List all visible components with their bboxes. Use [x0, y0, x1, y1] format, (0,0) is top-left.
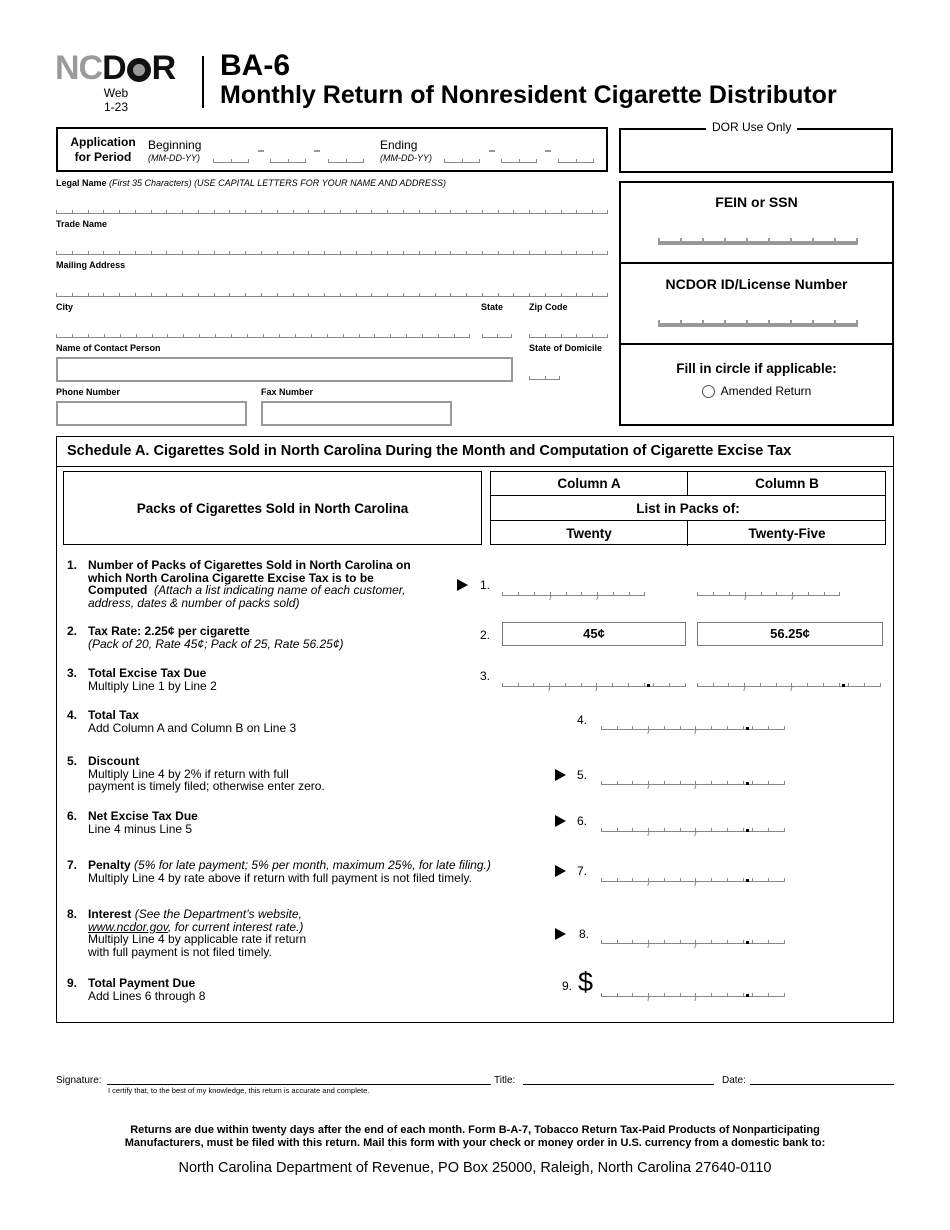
license-label: NCDOR ID/License Number — [665, 276, 848, 292]
period-label: Application for Period — [70, 135, 136, 164]
trade-name-field[interactable] — [56, 249, 608, 255]
title-field[interactable] — [523, 1084, 714, 1085]
line-5-field[interactable] — [601, 779, 785, 785]
fax-field[interactable] — [261, 401, 452, 426]
date-dash — [545, 150, 551, 152]
date-label: Date: — [722, 1075, 746, 1086]
certification-text: I certify that, to the best of my knowledge, this return is accurate and complete. — [108, 1086, 370, 1095]
line-8-field[interactable] — [601, 938, 785, 944]
date-dash — [489, 150, 495, 152]
state-of-domicile-field[interactable] — [529, 374, 560, 380]
dor-use-only-box — [619, 128, 893, 173]
form-number: BA-6 — [220, 49, 291, 82]
line-2-ref: 2. — [480, 628, 491, 642]
contact-person-field[interactable] — [56, 357, 513, 382]
fax-label: Fax Number — [261, 387, 314, 397]
fein-section — [621, 183, 892, 264]
date-dash — [314, 150, 320, 152]
line-1-column-a-field[interactable] — [502, 590, 645, 596]
header-divider — [202, 56, 204, 108]
line-3-ref: 3. — [480, 669, 491, 683]
line-9-ref: 9. — [562, 979, 573, 993]
date-dash — [258, 150, 264, 152]
column-a-header: Column A — [557, 476, 621, 491]
ncdor-logo: NCD R — [55, 49, 176, 87]
ending-year-field[interactable] — [558, 157, 594, 163]
list-in-packs-header: List in Packs of: — [636, 501, 740, 516]
date-field[interactable] — [750, 1084, 894, 1085]
state-of-domicile-label: State of Domicile — [529, 343, 603, 353]
arrow-icon — [555, 928, 566, 940]
title-label: Title: — [494, 1075, 516, 1086]
twenty-header: Twenty — [566, 526, 612, 541]
packs-header: Packs of Cigarettes Sold in North Carolina — [63, 471, 482, 545]
state-label: State — [481, 302, 504, 312]
amended-return-radio[interactable] — [702, 385, 715, 398]
id-panel — [619, 181, 894, 426]
line-7-field[interactable] — [601, 876, 785, 882]
twenty-five-header: Twenty-Five — [748, 526, 826, 541]
signature-field[interactable] — [107, 1084, 491, 1085]
city-field[interactable] — [56, 332, 470, 338]
phone-label: Phone Number — [56, 387, 121, 397]
fein-label: FEIN or SSN — [715, 194, 798, 210]
form-title: Monthly Return of Nonresident Cigarette Distributor — [220, 81, 837, 109]
beginning-label: Beginning (MM-DD-YY) — [148, 138, 202, 163]
beginning-month-field[interactable] — [213, 157, 249, 163]
legal-name-label: Legal Name (First 35 Characters) (USE CAPITAL LETTERS FOR YOUR NAME AND ADDRESS) — [56, 178, 446, 188]
dor-use-only-label: DOR Use Only — [706, 120, 797, 134]
legal-name-field[interactable] — [56, 208, 608, 214]
beginning-day-field[interactable] — [270, 157, 306, 163]
arrow-icon — [555, 769, 566, 781]
arrow-icon — [555, 815, 566, 827]
mailing-address-field[interactable] — [56, 291, 608, 297]
ending-month-field[interactable] — [444, 157, 480, 163]
line-1-ref: 1. — [480, 578, 491, 592]
license-number-field[interactable] — [658, 323, 858, 327]
column-header-grid — [490, 471, 886, 545]
license-section — [621, 264, 892, 345]
phone-field[interactable] — [56, 401, 247, 426]
arrow-icon — [457, 579, 468, 591]
line-8-ref: 8. — [579, 927, 590, 941]
zip-field[interactable] — [529, 332, 608, 338]
line-7-ref: 7. — [577, 864, 588, 878]
logo-o-icon — [127, 58, 151, 82]
zip-label: Zip Code — [529, 302, 568, 312]
ending-label: Ending (MM-DD-YY) — [380, 138, 432, 163]
ncdor-website-link[interactable]: www.ncdor.gov — [88, 919, 169, 934]
line-6-ref: 6. — [577, 814, 588, 828]
fill-circle-label: Fill in circle if applicable: — [676, 361, 837, 376]
line-4-ref: 4. — [577, 713, 588, 727]
dollar-sign-icon: $ — [578, 967, 594, 997]
state-field[interactable] — [482, 332, 512, 338]
beginning-year-field[interactable] — [328, 157, 364, 163]
ending-day-field[interactable] — [501, 157, 537, 163]
signature-label: Signature: — [56, 1075, 102, 1086]
mailing-address-label: Mailing Address — [56, 260, 126, 270]
contact-person-label: Name of Contact Person — [56, 343, 161, 353]
trade-name-label: Trade Name — [56, 219, 108, 229]
arrow-icon — [555, 865, 566, 877]
amended-section — [621, 345, 892, 426]
form-version: Web 1-23 — [103, 86, 129, 114]
line-5-ref: 5. — [577, 768, 588, 782]
line-4-field[interactable] — [601, 724, 785, 730]
line-9-total-field[interactable] — [601, 991, 785, 997]
filing-instructions: Returns are due within twenty days after the end of each month. Form B-A-7, Tobacco Return Tax-Paid Products of Nonparticipating Manufacturers, must be filed with this return. Mail this form with your check or money order in U.S. currency from a domestic bank to: — [124, 1124, 826, 1149]
schedule-a: Schedule A. Cigarettes Sold in North Carolina During the Month and Computation of Cigarette Excise Tax Packs of Cigarettes Sold in North Carolina Column A Column B List in Packs of: Twenty Twenty-Five 1. Number of Packs of Cigarettes Sold in North Carolina on which North Carolina Cigarette Excise Tax is to be Computed (Attach a list indicating name of each customer, address, dates & number of packs sold) 1. 2. Tax Rate: 2.25¢ per cigarette (Pack of 20, Rate 45¢; Pack of 25, Rate 56.25¢) 2. 45¢ 56.25¢ 3. Total Excise Tax Due Multiply Line 1 by Line 2 3. 4. Total Tax Add Column A and Column B on Line 3 4. 5. Discount Multiply Line 4 by 2% if return with full payment is timely filed; otherwise enter zero. 5. 6. Net Excise Tax Due Line 4 minus Line 5 6. 7. Penalty (5% for late payment; 5% per month, maximum 25%, for late filing.) Multiply Line 4 by rate above if return with full payment is not filed timely. 7. 8. Interest (See the Department’s website, www.ncdor.gov, for current interest rate.) Multiply Line 4 by applicable rate if return with full payment is not filed timely. 8. 9. Total Payment Due Add Lines 6 through 8 9. $ — [56, 436, 894, 1023]
line-1-column-b-field[interactable] — [697, 590, 840, 596]
rate-column-b: 56.25¢ — [697, 622, 883, 646]
line-3-column-a-field[interactable] — [502, 681, 686, 687]
amended-return-option[interactable]: Amended Return — [621, 384, 892, 398]
city-label: City — [56, 302, 74, 312]
divider — [57, 466, 893, 467]
rate-column-a: 45¢ — [502, 622, 686, 646]
line-3-column-b-field[interactable] — [697, 681, 881, 687]
schedule-title: Schedule A. Cigarettes Sold in North Carolina During the Month and Computation of Cigarette Excise Tax — [67, 443, 792, 459]
line-6-field[interactable] — [601, 826, 785, 832]
column-b-header: Column B — [755, 476, 819, 491]
fein-field[interactable] — [658, 241, 858, 245]
application-period-box — [56, 127, 608, 172]
mailing-address: North Carolina Department of Revenue, PO Box 25000, Raleigh, North Carolina 27640-0110 — [178, 1160, 772, 1176]
